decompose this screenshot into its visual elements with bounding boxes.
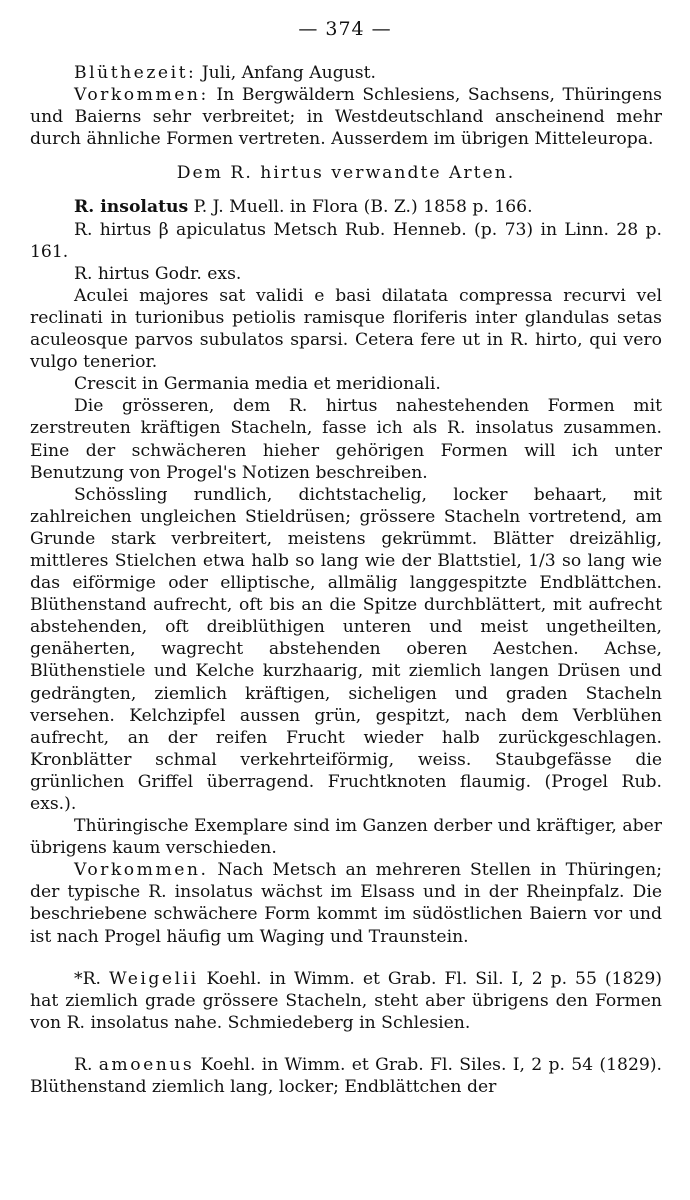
page-body (30, 62, 662, 1098)
text-bluethezeit: Juli, Anfang August. (196, 63, 376, 83)
paragraph-vorkommen-2 (30, 859, 662, 947)
text-vorkommen: In Bergwäldern Schlesiens, Sachsens, Thüringens und Baierns sehr verbreitet; in Westdeutschland anscheinend mehr durch ähnliche Formen vertreten. Ausserdem im übrigen Mitteleuropa. (30, 85, 662, 150)
paragraph-schoessling: Schössling rundlich, dichtstachelig, locker behaart, mit zahlreichen ungleichen Stieldrüsen; grössere Stacheln vortretend, am Grunde stark verbreitert, meistens gekrümmt. Blätter dreizählig, mittleres Stielchen etwa halb so lang wie der Blattstiel, 1/3 so lang wie das eiförmige oder elliptische, allmälig langgespitzte Endblättchen. Blüthenstand aufrecht, oft bis an die Spitze durchblättert, mit aufrecht abstehenden, oft dreiblüthigen unteren und meist ungetheilten, genäherten, wagrecht abstehenden oberen Aestchen. Achse, Blüthenstiele und Kelche kurzhaarig, mit ziemlich langen Drüsen und gedrängten, ziemlich kräftigen, sicheligen und graden Stacheln versehen. Kelchzipfel aussen grün, gespitzt, nach dem Verblühen aufrecht, an der reifen Frucht wieder halb zurückgeschlagen. Kronblätter schmal verkehrteiförmig, weiss. Staubgefässe die grünlichen Griffel überragend. Fruchtknoten flaumig. (Progel Rub. exs.). (30, 484, 662, 814)
label-vorkommen: Vorkommen: (74, 85, 209, 106)
paragraph-latin-description: Aculei majores sat validi e basi dilatata compressa recurvi vel reclinati in turionibus petiolis ramisque floriferis inter glandulas setas aculeosque parvos subulatos sparsi. Cetera fere ut in R. hirto, qui vero vulgo tenerior. (30, 285, 662, 373)
species-name-weigelii: Weigelii (108, 968, 199, 989)
prefix-amoenus: R. (74, 1054, 99, 1075)
species-name-insolatus: R. insolatus (74, 197, 189, 218)
text-amoenus: Koehl. in Wimm. et Grab. Fl. Siles. I, 2 p. 54 (1829). Blüthenstand ziemlich lang, locker; Endblättchen der (30, 1054, 662, 1098)
species-name-amoenus: amoenus (98, 1054, 195, 1075)
prefix-weigelii: *R. (74, 968, 109, 989)
label-bluethezeit: Blüthezeit: (74, 63, 197, 83)
synonym-1: R. hirtus β apiculatus Metsch Rub. Henneb. (p. 73) in Linn. 28 p. 161. (30, 219, 662, 262)
paragraph-crescit: Crescit in Germania media et meridionali. (74, 374, 441, 395)
paragraph-weigelii (30, 968, 662, 1034)
paragraph-bluethezeit (30, 62, 662, 84)
text-vorkommen-2: Nach Metsch an mehreren Stellen in Thüringen; der typische R. insolatus wächst im Elsass und in der Rheinpfalz. Die beschriebene schwächere Form kommt im südöstlichen Baiern vor und ist nach Progel häufig um Waging und Traunstein. (30, 860, 662, 947)
label-vorkommen-2: Vorkommen. (74, 860, 209, 881)
text-weigelii: Koehl. in Wimm. et Grab. Fl. Sil. I, 2 p. 55 (1829) hat ziemlich grade grössere Stacheln, steht aber übrigens den Formen von R. insolatus nahe. Schmiedeberg in Schlesien. (30, 968, 662, 1033)
page-number: — 374 — (298, 18, 392, 40)
synonym-2: R. hirtus Godr. exs. (74, 263, 242, 284)
paragraph-groesseren: Die grösseren, dem R. hirtus nahestehenden Formen mit zerstreuten kräftigen Stacheln, fasse ich als R. insolatus zusammen. Eine der schwächeren hieher gehörigen Formen will ich unter Benutzung von Progel's Notizen beschreiben. (30, 396, 662, 483)
reference-insolatus: P. J. Muell. in Flora (B. Z.) 1858 p. 166. (188, 197, 533, 218)
section-heading: Dem R. hirtus verwandte Arten. (176, 163, 516, 184)
paragraph-insolatus (30, 196, 662, 218)
paragraph-vorkommen (30, 84, 662, 150)
paragraph-amoenus (30, 1054, 662, 1098)
paragraph-thueringische: Thüringische Exemplare sind im Ganzen derber und kräftiger, aber übrigens kaum verschieden. (30, 816, 662, 859)
